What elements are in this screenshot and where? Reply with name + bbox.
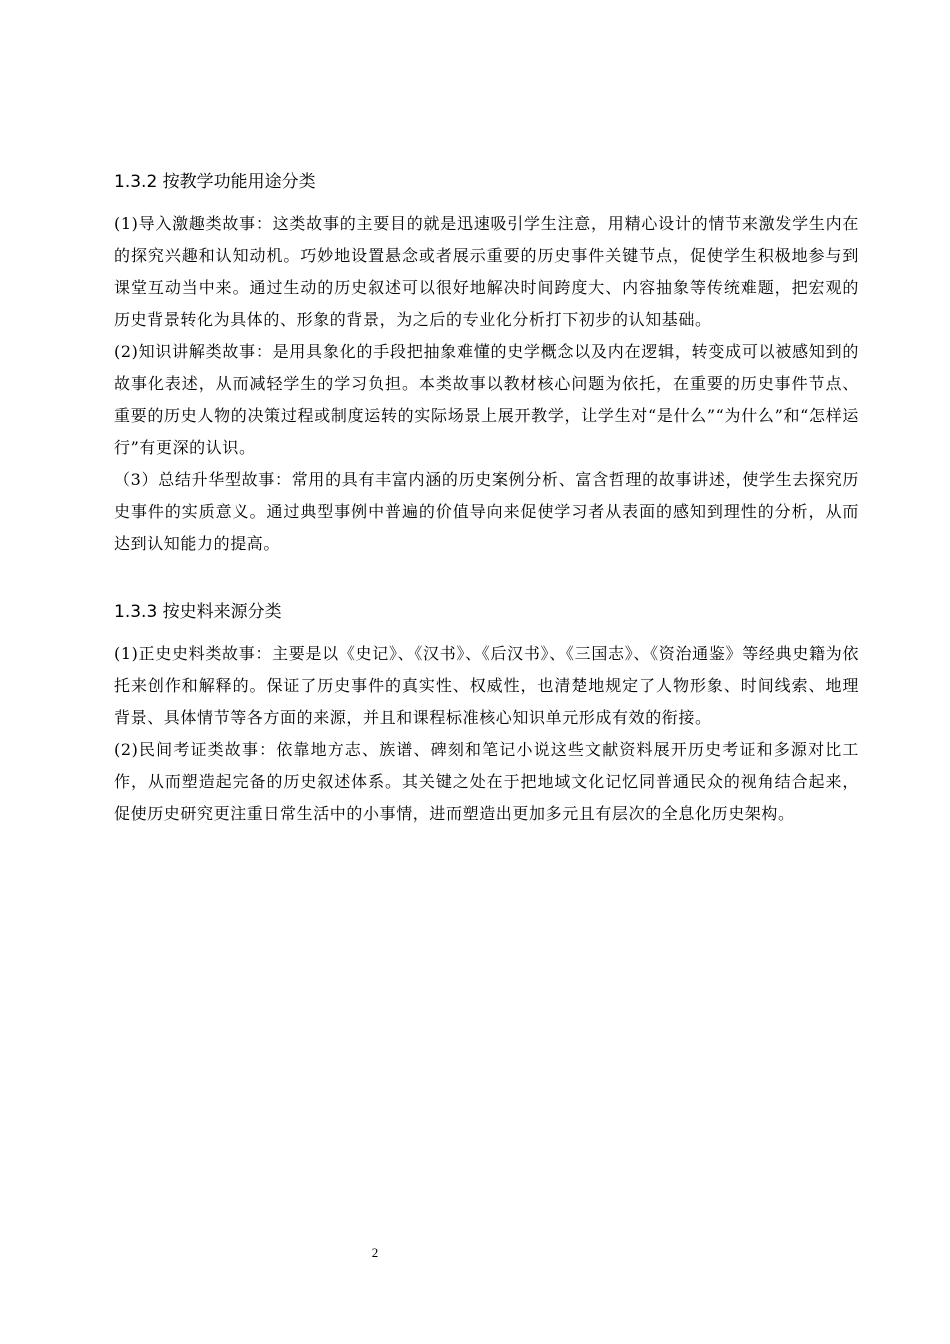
page-content [114,168,859,830]
section-heading-1-3-2: 1.3.2 按教学功能用途分类 [114,172,316,192]
paragraph-knowledge-stories: (2)知识讲解类故事：是用具象化的手段把抽象难懂的史学概念以及内在逻辑，转变成可以被感知到的故事化表述，从而减轻学生的学习负担。本类故事以教材核心问题为依托，在重要的历史事件节点、重要的历史人物的决策过程或制度运转的实际场景上展开教学，让学生对“是什么”“为什么”和“怎样运行”有更深的认识。 [114,342,859,457]
page-number: 2 [371,1245,379,1260]
paragraph-official-history-stories: (1)正史史料类故事：主要是以《史记》、《汉书》、《后汉书》、《三国志》、《资治通鉴》等经典史籍为依托来创作和解释的。保证了历史事件的真实性、权威性，也清楚地规定了人物形象、时间线索、地理背景、具体情节等各方面的来源，并且和课程标准核心知识单元形成有效的衔接。 [114,644,859,727]
paragraph-folk-research-stories: (2)民间考证类故事：依靠地方志、族谱、碑刻和笔记小说这些文献资料展开历史考证和多源对比工作，从而塑造起完备的历史叙述体系。其关键之处在于把地域文化记忆同普通民众的视角结合起来，促使历史研究更注重日常生活中的小事情，进而塑造出更加多元且有层次的全息化历史架构。 [114,740,859,823]
paragraph-summary-stories: （3）总结升华型故事：常用的具有丰富内涵的历史案例分析、富含哲理的故事讲述，使学生去探究历史事件的实质意义。通过典型事例中普遍的价值导向来促使学习者从表面的感知到理性的分析，从而达到认知能力的提高。 [114,470,859,553]
section-heading-1-3-3: 1.3.3 按史料来源分类 [114,602,282,622]
paragraph-intro-stories: (1)导入激趣类故事：这类故事的主要目的就是迅速吸引学生注意，用精心设计的情节来激发学生内在的探究兴趣和认知动机。巧妙地设置悬念或者展示重要的历史事件关键节点，促使学生积极地参与到课堂互动当中来。通过生动的历史叙述可以很好地解决时间跨度大、内容抽象等传统难题，把宏观的历史背景转化为具体的、形象的背景，为之后的专业化分析打下初步的认知基础。 [114,214,859,329]
